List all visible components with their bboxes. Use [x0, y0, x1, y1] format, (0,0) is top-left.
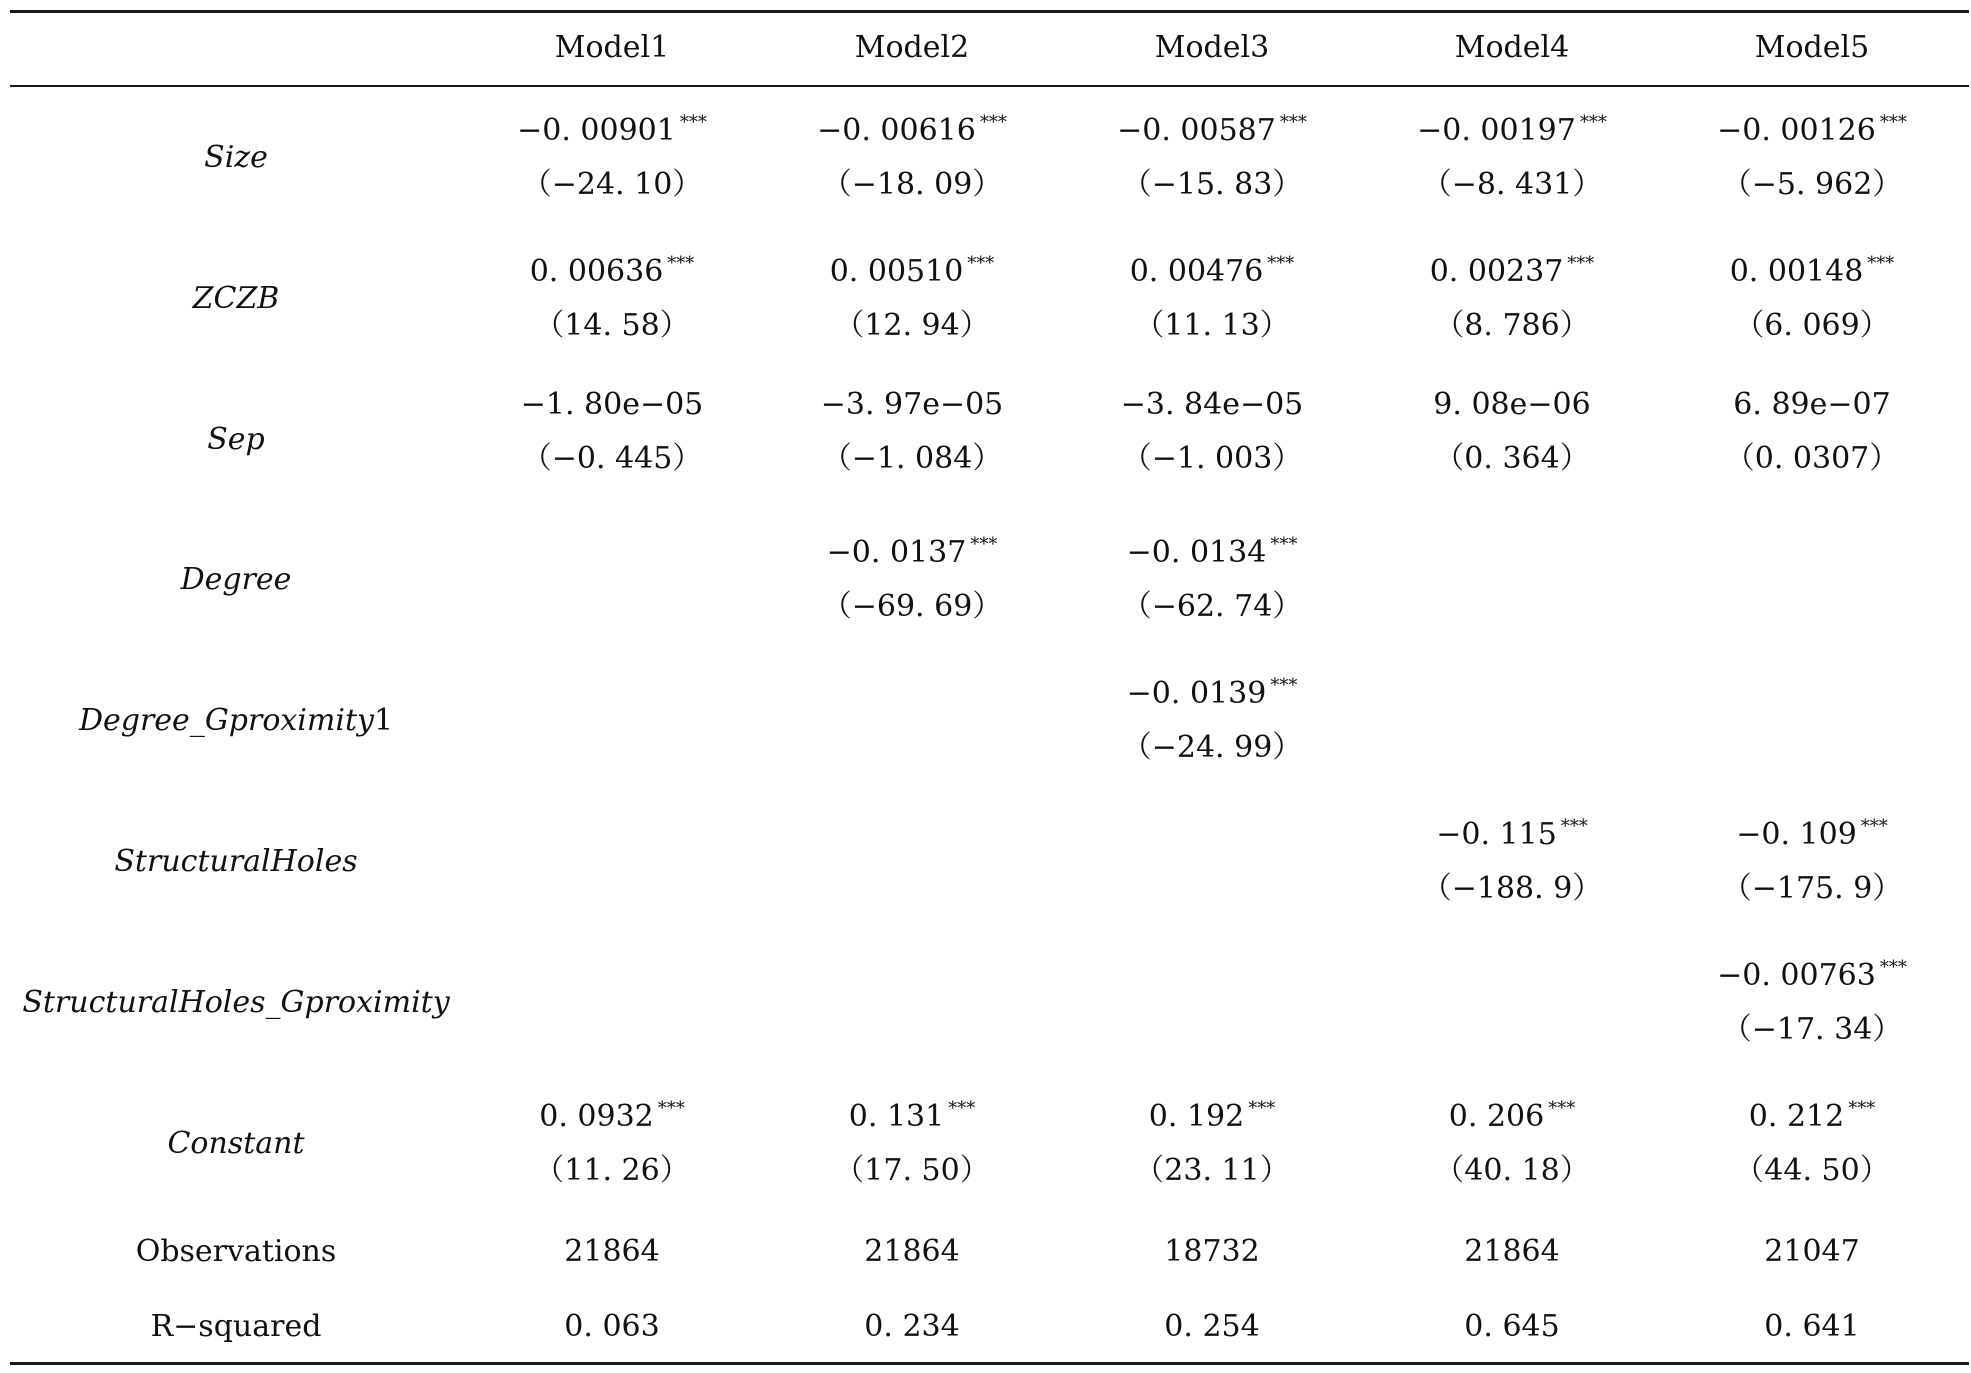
- coef-cell: [1062, 527, 1362, 625]
- coef-line: [1062, 246, 1362, 290]
- significance-stars: ***: [679, 112, 707, 133]
- significance-stars: ***: [1867, 253, 1895, 274]
- coef-tstat: （−175. 9）: [1721, 871, 1903, 906]
- coef-value: −0. 0137: [826, 535, 967, 570]
- significance-stars: ***: [1267, 253, 1295, 274]
- coef-tstat: （−188. 9）: [1421, 871, 1603, 906]
- header-rule: [10, 85, 1969, 87]
- coef-cell: [1662, 246, 1962, 344]
- row-label-structuralholes-gproximity: [10, 985, 462, 1021]
- header-model1: Model1: [554, 30, 670, 65]
- header-model2: Model2: [854, 30, 970, 65]
- coef-cell: [762, 527, 1062, 625]
- coef-line: [1662, 1091, 1962, 1135]
- row-label-text: StructuralHoles: [114, 844, 358, 879]
- row-label-text: Degree: [180, 562, 292, 597]
- coef-value: −3. 97e−05: [820, 387, 1004, 422]
- coef-line: [462, 1091, 762, 1135]
- coef-tstat: （44. 50）: [1734, 1153, 1890, 1188]
- coef-line: [1662, 387, 1962, 423]
- coef-tstat: （−69. 69）: [821, 589, 1003, 624]
- stat-label-observations: Observations: [135, 1234, 337, 1269]
- coef-cell: [762, 246, 1062, 344]
- significance-stars: ***: [1270, 534, 1298, 555]
- coef-cell: [1062, 246, 1362, 344]
- stat-label-r-squared: R−squared: [150, 1309, 322, 1344]
- coef-value: 6. 89e−07: [1733, 387, 1891, 422]
- stat-value: 0. 234: [864, 1309, 960, 1344]
- coef-cell: [1062, 1091, 1362, 1189]
- table-top-rule: [10, 10, 1969, 13]
- coef-value: 0. 00237: [1429, 254, 1564, 289]
- coef-value: −0. 00587: [1117, 113, 1276, 148]
- significance-stars: ***: [979, 112, 1007, 133]
- coef-value: −0. 00126: [1717, 113, 1876, 148]
- coef-line: [1062, 387, 1362, 423]
- coef-cell: [1662, 950, 1962, 1048]
- coef-cell: [1662, 387, 1962, 477]
- coef-value: −0. 115: [1436, 817, 1557, 852]
- coef-value: 9. 08e−06: [1433, 387, 1591, 422]
- coef-value: 0. 00510: [829, 254, 964, 289]
- coef-line: [762, 1091, 1062, 1135]
- coef-value: 0. 00476: [1129, 254, 1264, 289]
- coef-cell: [1662, 105, 1962, 203]
- coef-cell: [462, 1091, 762, 1189]
- coef-value: 0. 00636: [529, 254, 664, 289]
- significance-stars: ***: [1579, 112, 1607, 133]
- stat-value: 18732: [1164, 1234, 1260, 1269]
- row-label-text: Sep: [207, 422, 265, 457]
- significance-stars: ***: [1270, 675, 1298, 696]
- stat-value: 0. 063: [564, 1309, 660, 1344]
- coef-line: [762, 105, 1062, 149]
- coef-cell: [1362, 105, 1662, 203]
- coef-line: [762, 387, 1062, 423]
- coef-cell: [1062, 105, 1362, 203]
- coef-tstat: （−18. 09）: [821, 167, 1003, 202]
- coef-tstat: （−5. 962）: [1721, 167, 1903, 202]
- header-model5: Model5: [1754, 30, 1870, 65]
- coef-value: 0. 206: [1448, 1099, 1545, 1134]
- coef-tstat: （−1. 003）: [1121, 441, 1303, 476]
- coef-line: [1062, 105, 1362, 149]
- coef-line: [762, 527, 1062, 571]
- row-label-size: [10, 140, 462, 176]
- significance-stars: ***: [970, 534, 998, 555]
- coef-cell: [1062, 668, 1362, 766]
- coef-tstat: （0. 364）: [1434, 441, 1590, 476]
- coef-value: −0. 109: [1736, 817, 1857, 852]
- coef-value: 0. 00148: [1729, 254, 1864, 289]
- coef-cell: [1662, 1091, 1962, 1189]
- coef-tstat: （12. 94）: [834, 308, 990, 343]
- stat-value: 0. 641: [1764, 1309, 1860, 1344]
- coef-tstat: （6. 069）: [1734, 308, 1890, 343]
- coef-tstat: （−8. 431）: [1421, 167, 1603, 202]
- coef-cell: [462, 387, 762, 477]
- coef-tstat: （−0. 445）: [521, 441, 703, 476]
- coef-line: [1662, 105, 1962, 149]
- coef-tstat: （11. 26）: [534, 1153, 690, 1188]
- coef-cell: [1362, 809, 1662, 907]
- row-label-text: StructuralHoles_Gproximity: [22, 985, 450, 1020]
- coef-value: −3. 84e−05: [1120, 387, 1304, 422]
- coef-value: −0. 0139: [1126, 676, 1267, 711]
- coef-line: [1362, 105, 1662, 149]
- coef-value: 0. 192: [1148, 1099, 1245, 1134]
- coef-tstat: （−62. 74）: [1121, 589, 1303, 624]
- coef-cell: [762, 105, 1062, 203]
- significance-stars: ***: [1879, 957, 1907, 978]
- coef-line: [1362, 246, 1662, 290]
- row-label-suffix: 1: [373, 703, 394, 738]
- coef-tstat: （40. 18）: [1434, 1153, 1590, 1188]
- coef-line: [1362, 809, 1662, 853]
- coef-value: −0. 00197: [1417, 113, 1576, 148]
- coef-tstat: （−24. 99）: [1121, 730, 1303, 765]
- significance-stars: ***: [1560, 816, 1588, 837]
- coef-line: [1062, 527, 1362, 571]
- significance-stars: ***: [1248, 1098, 1276, 1119]
- coef-line: [1662, 950, 1962, 994]
- coef-cell: [1062, 387, 1362, 477]
- significance-stars: ***: [1860, 816, 1888, 837]
- significance-stars: ***: [948, 1098, 976, 1119]
- stat-value: 21864: [564, 1234, 660, 1269]
- coef-line: [462, 105, 762, 149]
- coef-line: [1062, 1091, 1362, 1135]
- coef-value: −0. 00901: [517, 113, 676, 148]
- significance-stars: ***: [1567, 253, 1595, 274]
- header-model3: Model3: [1154, 30, 1270, 65]
- significance-stars: ***: [967, 253, 995, 274]
- coef-line: [762, 246, 1062, 290]
- coef-cell: [1362, 387, 1662, 477]
- significance-stars: ***: [1879, 112, 1907, 133]
- coef-tstat: （0. 0307）: [1724, 441, 1900, 476]
- coef-tstat: （8. 786）: [1434, 308, 1590, 343]
- coef-cell: [762, 1091, 1062, 1189]
- coef-tstat: （14. 58）: [534, 308, 690, 343]
- coef-value: −0. 00616: [817, 113, 976, 148]
- coef-line: [1362, 1091, 1662, 1135]
- coef-cell: [1362, 1091, 1662, 1189]
- coef-value: −1. 80e−05: [520, 387, 704, 422]
- row-label-text: ZCZB: [192, 281, 280, 316]
- coef-tstat: （−24. 10）: [521, 167, 703, 202]
- coef-tstat: （−17. 34）: [1721, 1012, 1903, 1047]
- stat-value: 21864: [864, 1234, 960, 1269]
- coef-line: [462, 387, 762, 423]
- row-label-sep: [10, 422, 462, 458]
- significance-stars: ***: [1848, 1098, 1876, 1119]
- coef-line: [462, 246, 762, 290]
- coef-cell: [462, 105, 762, 203]
- row-label-text: Degree_Gproximity: [78, 703, 374, 738]
- stat-value: 21047: [1764, 1234, 1860, 1269]
- coef-line: [1662, 246, 1962, 290]
- significance-stars: ***: [657, 1098, 685, 1119]
- row-label-constant: [10, 1126, 462, 1162]
- coef-value: −0. 00763: [1717, 958, 1876, 993]
- coef-tstat: （17. 50）: [834, 1153, 990, 1188]
- coef-cell: [762, 387, 1062, 477]
- coef-tstat: （11. 13）: [1134, 308, 1290, 343]
- coef-cell: [1662, 809, 1962, 907]
- coef-tstat: （23. 11）: [1134, 1153, 1290, 1188]
- coef-value: 0. 131: [848, 1099, 945, 1134]
- stat-value: 21864: [1464, 1234, 1560, 1269]
- significance-stars: ***: [1548, 1098, 1576, 1119]
- coef-cell: [1362, 246, 1662, 344]
- table-bottom-rule: [10, 1362, 1969, 1365]
- significance-stars: ***: [667, 253, 695, 274]
- stat-value: 0. 254: [1164, 1309, 1260, 1344]
- coef-value: −0. 0134: [1126, 535, 1267, 570]
- stat-value: 0. 645: [1464, 1309, 1560, 1344]
- row-label-degree: [10, 562, 462, 598]
- coef-line: [1062, 668, 1362, 712]
- row-label-text: Size: [204, 140, 268, 175]
- header-model4: Model4: [1454, 30, 1570, 65]
- coef-line: [1662, 809, 1962, 853]
- row-label-text: Constant: [167, 1126, 305, 1161]
- coef-line: [1362, 387, 1662, 423]
- coef-tstat: （−1. 084）: [821, 441, 1003, 476]
- coef-value: 0. 0932: [539, 1099, 654, 1134]
- significance-stars: ***: [1279, 112, 1307, 133]
- row-label-structuralholes: [10, 844, 462, 880]
- coef-tstat: （−15. 83）: [1121, 167, 1303, 202]
- coef-value: 0. 212: [1748, 1099, 1845, 1134]
- row-label-zczb: [10, 281, 462, 317]
- row-label-degree-gproximity: [10, 703, 462, 739]
- coef-cell: [462, 246, 762, 344]
